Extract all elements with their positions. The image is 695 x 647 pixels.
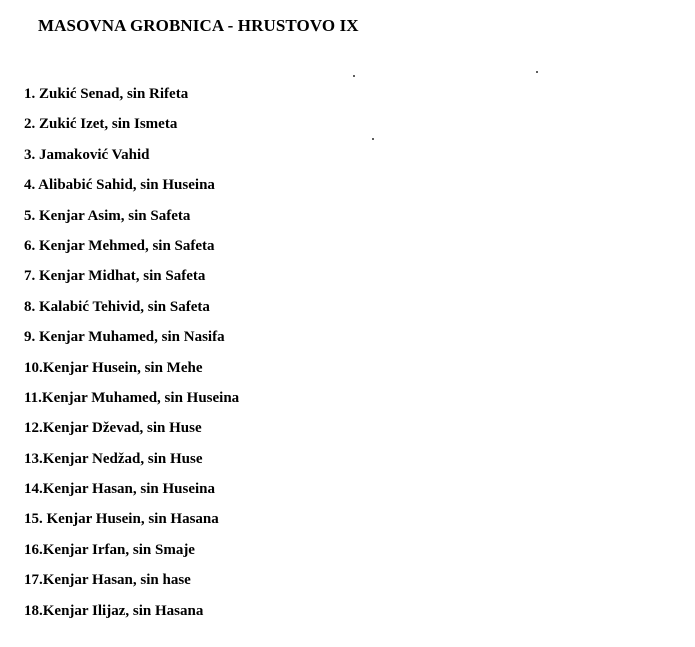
victim-list xyxy=(24,79,239,626)
list-item: 4. Alibabić Sahid, sin Huseina xyxy=(24,177,215,194)
scan-speck xyxy=(536,71,538,73)
list-item: 5. Kenjar Asim, sin Safeta xyxy=(24,207,191,224)
list-item: 9. Kenjar Muhamed, sin Nasifa xyxy=(24,329,225,346)
list-item: 1. Zukić Senad, sin Rifeta xyxy=(24,86,189,102)
scan-speck xyxy=(372,138,374,140)
list-item: 13.Kenjar Nedžad, sin Huse xyxy=(24,450,203,467)
list-item: 10.Kenjar Husein, sin Mehe xyxy=(24,359,203,376)
list-item: 6. Kenjar Mehmed, sin Safeta xyxy=(24,237,215,254)
scan-speck xyxy=(353,75,355,77)
list-item: 18.Kenjar Ilijaz, sin Hasana xyxy=(24,602,204,619)
list-item: 16.Kenjar Irfan, sin Smaje xyxy=(24,541,195,558)
list-item: 8. Kalabić Tehivid, sin Safeta xyxy=(24,298,210,315)
list-item: 14.Kenjar Hasan, sin Huseina xyxy=(24,481,216,498)
list-item: 2. Zukić Izet, sin Ismeta xyxy=(24,116,178,133)
list-item: 11.Kenjar Muhamed, sin Huseina xyxy=(24,389,240,406)
document-title: MASOVNA GROBNICA - HRUSTOVO IX xyxy=(38,16,359,35)
list-item: 17.Kenjar Hasan, sin hase xyxy=(24,572,191,589)
list-item: 3. Jamaković Vahid xyxy=(24,146,150,163)
list-item: 7. Kenjar Midhat, sin Safeta xyxy=(24,268,206,285)
list-item: 12.Kenjar Dževad, sin Huse xyxy=(24,420,202,437)
list-item: 15. Kenjar Husein, sin Hasana xyxy=(24,511,219,528)
